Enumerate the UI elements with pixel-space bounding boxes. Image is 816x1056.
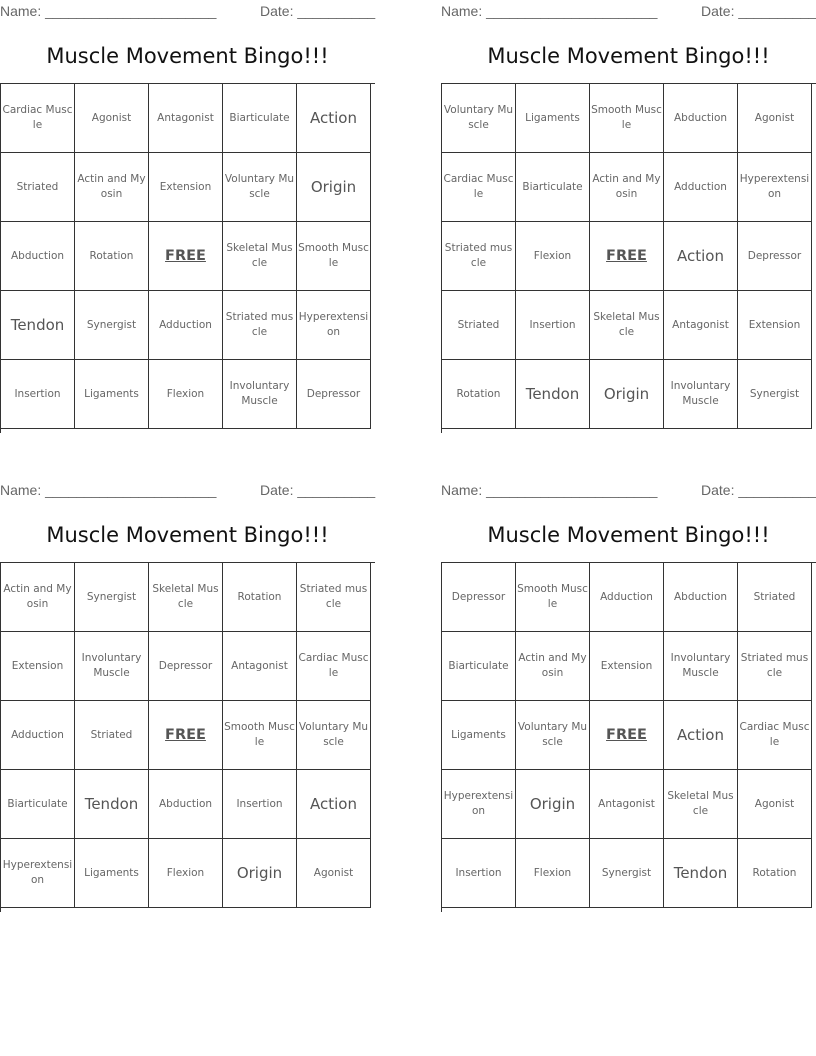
bingo-cell[interactable]: Extension xyxy=(1,632,75,701)
bingo-cell[interactable]: Tendon xyxy=(75,770,149,839)
bingo-cell[interactable]: Origin xyxy=(223,839,297,908)
bingo-cell[interactable]: Action xyxy=(664,701,738,770)
bingo-cell[interactable]: Involuntary Muscle xyxy=(664,632,738,701)
bingo-cell[interactable]: Biarticulate xyxy=(1,770,75,839)
bingo-card xyxy=(0,0,376,407)
bingo-cell[interactable]: Striated xyxy=(75,701,149,770)
bingo-cell[interactable]: Rotation xyxy=(738,839,812,908)
bingo-cell[interactable]: Cardiac Muscle xyxy=(297,632,371,701)
bingo-cell[interactable]: Ligaments xyxy=(442,701,516,770)
bingo-cell[interactable]: Voluntary Muscle xyxy=(223,153,297,222)
bingo-cell[interactable]: Origin xyxy=(590,360,664,429)
name-field[interactable]: Name: ______________________ xyxy=(441,482,658,498)
bingo-cell[interactable]: Extension xyxy=(590,632,664,701)
bingo-grid xyxy=(441,562,816,912)
free-space[interactable]: FREE xyxy=(149,222,223,291)
date-field[interactable]: Date: __________ xyxy=(260,3,376,19)
bingo-cell[interactable]: Smooth Muscle xyxy=(223,701,297,770)
bingo-cell[interactable]: Hyperextension xyxy=(1,839,75,908)
bingo-cell[interactable]: Skeletal Muscle xyxy=(149,563,223,632)
bingo-cell[interactable]: Action xyxy=(664,222,738,291)
bingo-cell[interactable]: Flexion xyxy=(149,839,223,908)
card-title: Muscle Movement Bingo!!! xyxy=(46,523,329,547)
name-field[interactable]: Name: ______________________ xyxy=(0,3,217,19)
card-title: Muscle Movement Bingo!!! xyxy=(46,44,329,68)
name-date-row xyxy=(441,479,816,501)
bingo-cell[interactable]: Insertion xyxy=(223,770,297,839)
bingo-cell[interactable]: Smooth Muscle xyxy=(516,563,590,632)
bingo-cell[interactable]: Cardiac Muscle xyxy=(738,701,812,770)
bingo-cell[interactable]: Striated xyxy=(442,291,516,360)
bingo-cell[interactable]: Flexion xyxy=(149,360,223,429)
bingo-cell[interactable]: Tendon xyxy=(664,839,738,908)
bingo-cell[interactable]: Action xyxy=(297,770,371,839)
bingo-cell[interactable]: Adduction xyxy=(664,153,738,222)
name-date-row xyxy=(0,479,376,501)
bingo-cell[interactable]: Synergist xyxy=(738,360,812,429)
bingo-cell[interactable]: Striated xyxy=(1,153,75,222)
bingo-cell[interactable]: Origin xyxy=(297,153,371,222)
bingo-card xyxy=(0,479,376,886)
bingo-cell[interactable]: Striated muscle xyxy=(738,632,812,701)
bingo-cell[interactable]: Actin and Myosin xyxy=(1,563,75,632)
bingo-cell[interactable]: Antagonist xyxy=(590,770,664,839)
bingo-cell[interactable]: Tendon xyxy=(516,360,590,429)
bingo-cell[interactable]: Abduction xyxy=(1,222,75,291)
bingo-cell[interactable]: Smooth Muscle xyxy=(297,222,371,291)
bingo-cell[interactable]: Striated xyxy=(738,563,812,632)
bingo-grid xyxy=(0,83,375,433)
bingo-cell[interactable]: Hyperextension xyxy=(738,153,812,222)
bingo-cell[interactable]: Depressor xyxy=(738,222,812,291)
bingo-cell[interactable]: Striated muscle xyxy=(223,291,297,360)
bingo-card xyxy=(441,479,816,882)
bingo-cell[interactable]: Ligaments xyxy=(75,360,149,429)
name-field[interactable]: Name: ______________________ xyxy=(0,482,217,498)
bingo-cell[interactable]: Insertion xyxy=(516,291,590,360)
bingo-cell[interactable]: Biarticulate xyxy=(516,153,590,222)
bingo-cell[interactable]: Adduction xyxy=(590,563,664,632)
bingo-cell[interactable]: Rotation xyxy=(442,360,516,429)
bingo-cell[interactable]: Rotation xyxy=(223,563,297,632)
bingo-cell[interactable]: Cardiac Muscle xyxy=(1,84,75,153)
bingo-cell[interactable]: Extension xyxy=(738,291,812,360)
bingo-cell[interactable]: Agonist xyxy=(75,84,149,153)
free-space[interactable]: FREE xyxy=(590,222,664,291)
bingo-cell[interactable]: Depressor xyxy=(149,632,223,701)
card-title: Muscle Movement Bingo!!! xyxy=(487,523,770,547)
bingo-cell[interactable]: Skeletal Muscle xyxy=(664,770,738,839)
bingo-cell[interactable]: Agonist xyxy=(738,84,812,153)
bingo-cell[interactable]: Actin and Myosin xyxy=(590,153,664,222)
date-field[interactable]: Date: __________ xyxy=(260,482,376,498)
name-date-row xyxy=(441,0,816,22)
bingo-cell[interactable]: Synergist xyxy=(75,291,149,360)
bingo-card xyxy=(441,0,816,407)
bingo-cell[interactable]: Flexion xyxy=(516,222,590,291)
bingo-cell[interactable]: Ligaments xyxy=(516,84,590,153)
free-space[interactable]: FREE xyxy=(590,701,664,770)
bingo-cell[interactable]: Abduction xyxy=(664,84,738,153)
bingo-cell[interactable]: Origin xyxy=(516,770,590,839)
bingo-cell[interactable]: Hyperextension xyxy=(442,770,516,839)
bingo-cell[interactable]: Skeletal Muscle xyxy=(590,291,664,360)
bingo-cell[interactable]: Voluntary Muscle xyxy=(297,701,371,770)
bingo-cell[interactable]: Voluntary Muscle xyxy=(516,701,590,770)
bingo-cell[interactable]: Biarticulate xyxy=(442,632,516,701)
bingo-cell[interactable]: Cardiac Muscle xyxy=(442,153,516,222)
bingo-cell[interactable]: Involuntary Muscle xyxy=(664,360,738,429)
date-field[interactable]: Date: __________ xyxy=(701,482,816,498)
bingo-cell[interactable]: Rotation xyxy=(75,222,149,291)
bingo-cell[interactable]: Hyperextension xyxy=(297,291,371,360)
bingo-cell[interactable]: Extension xyxy=(149,153,223,222)
bingo-cell[interactable]: Striated muscle xyxy=(297,563,371,632)
bingo-cell[interactable]: Voluntary Muscle xyxy=(442,84,516,153)
bingo-cell[interactable]: Skeletal Muscle xyxy=(223,222,297,291)
bingo-cell[interactable]: Actin and Myosin xyxy=(516,632,590,701)
name-field[interactable]: Name: ______________________ xyxy=(441,3,658,19)
date-field[interactable]: Date: __________ xyxy=(701,3,816,19)
bingo-cell[interactable]: Synergist xyxy=(590,839,664,908)
bingo-cell[interactable]: Antagonist xyxy=(223,632,297,701)
bingo-cell[interactable]: Flexion xyxy=(516,839,590,908)
name-date-row xyxy=(0,0,376,22)
bingo-cell[interactable]: Involuntary Muscle xyxy=(223,360,297,429)
bingo-cell[interactable]: Biarticulate xyxy=(223,84,297,153)
bingo-cell[interactable]: Synergist xyxy=(75,563,149,632)
bingo-cell[interactable]: Smooth Muscle xyxy=(590,84,664,153)
bingo-cell[interactable]: Ligaments xyxy=(75,839,149,908)
bingo-cell[interactable]: Striated muscle xyxy=(442,222,516,291)
bingo-cell[interactable]: Actin and Myosin xyxy=(75,153,149,222)
bingo-cell[interactable]: Depressor xyxy=(442,563,516,632)
bingo-cell[interactable]: Involuntary Muscle xyxy=(75,632,149,701)
bingo-cell[interactable]: Adduction xyxy=(1,701,75,770)
bingo-cell[interactable]: Adduction xyxy=(149,291,223,360)
bingo-cell[interactable]: Abduction xyxy=(664,563,738,632)
bingo-cell[interactable]: Tendon xyxy=(1,291,75,360)
bingo-grid xyxy=(441,83,816,433)
bingo-cell[interactable]: Insertion xyxy=(1,360,75,429)
bingo-grid xyxy=(0,562,375,912)
bingo-cell[interactable]: Abduction xyxy=(149,770,223,839)
bingo-cell[interactable]: Action xyxy=(297,84,371,153)
bingo-cell[interactable]: Antagonist xyxy=(149,84,223,153)
bingo-cell[interactable]: Agonist xyxy=(297,839,371,908)
bingo-cell[interactable]: Agonist xyxy=(738,770,812,839)
card-title: Muscle Movement Bingo!!! xyxy=(487,44,770,68)
bingo-cell[interactable]: Insertion xyxy=(442,839,516,908)
free-space[interactable]: FREE xyxy=(149,701,223,770)
bingo-cell[interactable]: Antagonist xyxy=(664,291,738,360)
bingo-cell[interactable]: Depressor xyxy=(297,360,371,429)
